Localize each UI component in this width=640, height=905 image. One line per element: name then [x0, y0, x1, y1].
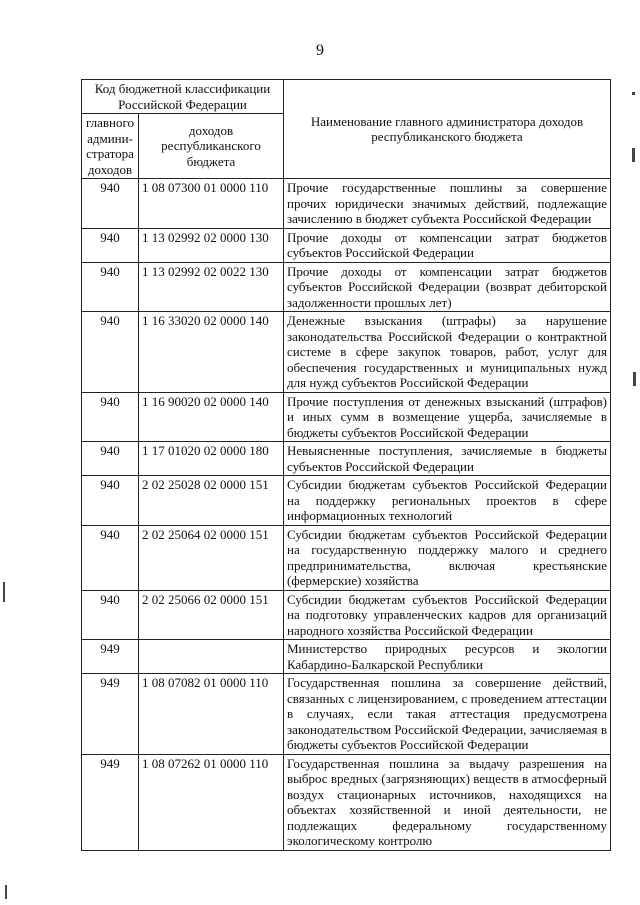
- revenue-name-cell: Прочие государственные пошлины за совершение прочих юридически значимых действий, подлежащие зачислению в бюджет субъекта Российской Федерации: [284, 179, 611, 229]
- table-row: [82, 392, 611, 442]
- table-row: [82, 312, 611, 393]
- revenue-name-cell: Министерство природных ресурсов и экологии Кабардино-Балкарской Республики: [284, 640, 611, 674]
- revenue-name-cell: Прочие доходы от компенсации затрат бюджетов субъектов Российской Федерации (возврат дебиторской задолженности прошлых лет): [284, 262, 611, 312]
- revenue-code-cell: 1 13 02992 02 0022 130: [139, 262, 284, 312]
- table-row: [82, 525, 611, 590]
- revenue-code-cell: 2 02 25066 02 0000 151: [139, 590, 284, 640]
- table-row: [82, 262, 611, 312]
- table-row: [82, 590, 611, 640]
- revenue-name-cell: Государственная пошлина за совершение действий, связанных с лицензированием, с проведением аттестации в случаях, если такая аттестация предусмотрена законодательством Российской Федерации, зачисляемая в бюджеты субъектов Российской Федерации: [284, 674, 611, 755]
- admin-code-cell: 949: [82, 640, 139, 674]
- admin-code-cell: 949: [82, 754, 139, 850]
- table-row: [82, 674, 611, 755]
- table-header-row: [82, 80, 611, 114]
- revenue-code-cell: 1 16 90020 02 0000 140: [139, 392, 284, 442]
- revenue-name-cell: Субсидии бюджетам субъектов Российской Федерации на подготовку управленческих кадров для организаций народного хозяйства Российской Федерации: [284, 590, 611, 640]
- header-main-administrator: главного админи-стратора доходов: [82, 114, 139, 179]
- header-budget-classification-code: Код бюджетной классификации Российской Федерации: [82, 80, 284, 114]
- admin-code-cell: 940: [82, 262, 139, 312]
- admin-code-cell: 940: [82, 442, 139, 476]
- table-row: [82, 179, 611, 229]
- table-row: [82, 754, 611, 850]
- admin-code-cell: 940: [82, 525, 139, 590]
- revenue-name-cell: Субсидии бюджетам субъектов Российской Федерации на государственную поддержку малого и среднего предпринимательства, включая крестьянские (фермерские) хозяйства: [284, 525, 611, 590]
- revenue-name-cell: Прочие доходы от компенсации затрат бюджетов субъектов Российской Федерации: [284, 228, 611, 262]
- admin-code-cell: 940: [82, 179, 139, 229]
- admin-code-cell: 940: [82, 312, 139, 393]
- table-row: [82, 640, 611, 674]
- scan-edge-mark: [5, 885, 7, 899]
- revenue-name-cell: Субсидии бюджетам субъектов Российской Федерации на поддержку региональных проектов в сфере информационных технологий: [284, 476, 611, 526]
- scan-edge-mark: [632, 148, 635, 162]
- admin-code-cell: 940: [82, 476, 139, 526]
- revenue-name-cell: Прочие поступления от денежных взысканий (штрафов) и иных сумм в возмещение ущерба, зачисляемые в бюджеты субъектов Российской Федерации: [284, 392, 611, 442]
- header-revenue-code: доходов республиканского бюджета: [139, 114, 284, 179]
- revenue-code-cell: 2 02 25028 02 0000 151: [139, 476, 284, 526]
- scan-edge-mark: [633, 372, 636, 386]
- table-row: [82, 228, 611, 262]
- revenue-name-cell: Денежные взыскания (штрафы) за нарушение законодательства Российской Федерации о контрактной системе в сфере закупок товаров, работ, услуг для обеспечения государственных и муниципальных нужд для нужд субъектов Российской Федерации: [284, 312, 611, 393]
- scan-edge-mark: [632, 92, 635, 95]
- scan-edge-mark: [3, 582, 5, 602]
- revenue-code-cell: 1 13 02992 02 0000 130: [139, 228, 284, 262]
- revenue-code-cell: 1 17 01020 02 0000 180: [139, 442, 284, 476]
- table-row: [82, 442, 611, 476]
- admin-code-cell: 949: [82, 674, 139, 755]
- revenue-code-cell: 1 08 07082 01 0000 110: [139, 674, 284, 755]
- revenue-code-cell: 1 08 07300 01 0000 110: [139, 179, 284, 229]
- revenue-name-cell: Государственная пошлина за выдачу разрешения на выброс вредных (загрязняющих) веществ в атмосферный воздух стационарных источников, находящихся на объектах хозяйственной и иной деятельности, не подлежащих федеральному государственному экологическому контролю: [284, 754, 611, 850]
- revenue-code-cell: 1 08 07262 01 0000 110: [139, 754, 284, 850]
- revenue-name-cell: Невыясненные поступления, зачисляемые в бюджеты субъектов Российской Федерации: [284, 442, 611, 476]
- revenue-code-cell: [139, 640, 284, 674]
- header-administrator-name: Наименование главного администратора доходов республиканского бюджета: [284, 80, 611, 179]
- admin-code-cell: 940: [82, 228, 139, 262]
- admin-code-cell: 940: [82, 392, 139, 442]
- revenue-code-cell: 2 02 25064 02 0000 151: [139, 525, 284, 590]
- budget-classification-table: [81, 79, 611, 851]
- page-number: 9: [316, 42, 324, 59]
- table-row: [82, 476, 611, 526]
- revenue-code-cell: 1 16 33020 02 0000 140: [139, 312, 284, 393]
- admin-code-cell: 940: [82, 590, 139, 640]
